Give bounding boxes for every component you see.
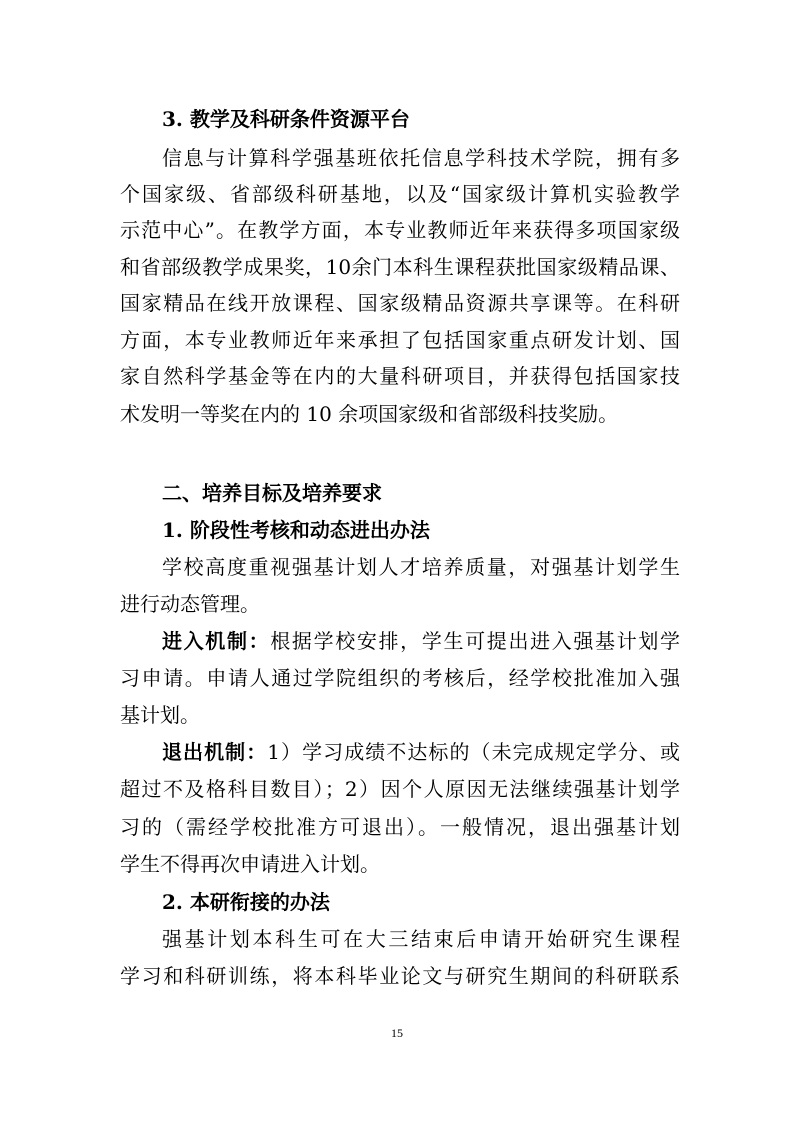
paragraph-line: 超过不及格科目数目）；2）因个人原因无法继续强基计划学 bbox=[120, 777, 680, 801]
paragraph-line: 进行动态管理。 bbox=[120, 592, 260, 616]
paragraph-line: 和省部级教学成果奖，10余门本科生课程获批国家级精品课、 bbox=[120, 255, 680, 279]
paragraph-line: 示范中心”。在教学方面，本专业教师近年来获得多项国家级 bbox=[120, 218, 680, 242]
exit-mechanism-text: 1）学习成绩不达标的（未完成规定学分、或 bbox=[267, 740, 680, 764]
paragraph-line: 信息与计算科学强基班依托信息学科技术学院，拥有多 bbox=[162, 146, 680, 170]
paragraph-line: 学校高度重视强基计划人才培养质量，对强基计划学生 bbox=[162, 555, 680, 579]
exit-mechanism-line bbox=[162, 740, 680, 764]
exit-mechanism-label: 退出机制： bbox=[162, 740, 268, 764]
paragraph-line: 学生不得再次申请进入计划。 bbox=[120, 852, 380, 876]
paragraph-line: 术发明一等奖在内的 10 余项国家级和省部级科技奖励。 bbox=[120, 402, 619, 426]
paragraph-line: 国家精品在线开放课程、国家级精品资源共享课等。在科研 bbox=[120, 291, 680, 315]
paragraph-line: 方面，本专业教师近年来承担了包括国家重点研发计划、国 bbox=[120, 328, 680, 352]
paragraph-line: 习的（需经学校批准方可退出）。一般情况，退出强基计划 bbox=[120, 815, 680, 839]
entry-mechanism-line bbox=[162, 629, 680, 653]
paragraph-line: 学习和科研训练，将本科毕业论文与研究生期间的科研联系 bbox=[120, 964, 680, 988]
page-number: 15 bbox=[391, 1026, 403, 1040]
section-heading-assessment: 1. 阶段性考核和动态进出办法 bbox=[162, 518, 430, 542]
entry-mechanism-label: 进入机制： bbox=[162, 629, 271, 653]
entry-mechanism-text: 根据学校安排，学生可提出进入强基计划学 bbox=[270, 629, 680, 653]
paragraph-line: 家自然科学基金等在内的大量科研项目，并获得包括国家技 bbox=[120, 364, 680, 388]
section-heading-resources: 3. 教学及科研条件资源平台 bbox=[162, 107, 410, 131]
paragraph-line: 基计划。 bbox=[120, 703, 200, 727]
chapter-heading-training-goals: 二、培养目标及培养要求 bbox=[162, 481, 382, 505]
paragraph-line: 强基计划本科生可在大三结束后申请开始研究生课程 bbox=[162, 927, 680, 951]
section-heading-undergrad-grad: 2. 本研衔接的办法 bbox=[162, 890, 330, 914]
paragraph-line: 习申请。申请人通过学院组织的考核后，经学校批准加入强 bbox=[120, 666, 680, 690]
paragraph-line: 个国家级、省部级科研基地，以及“国家级计算机实验教学 bbox=[120, 182, 680, 206]
